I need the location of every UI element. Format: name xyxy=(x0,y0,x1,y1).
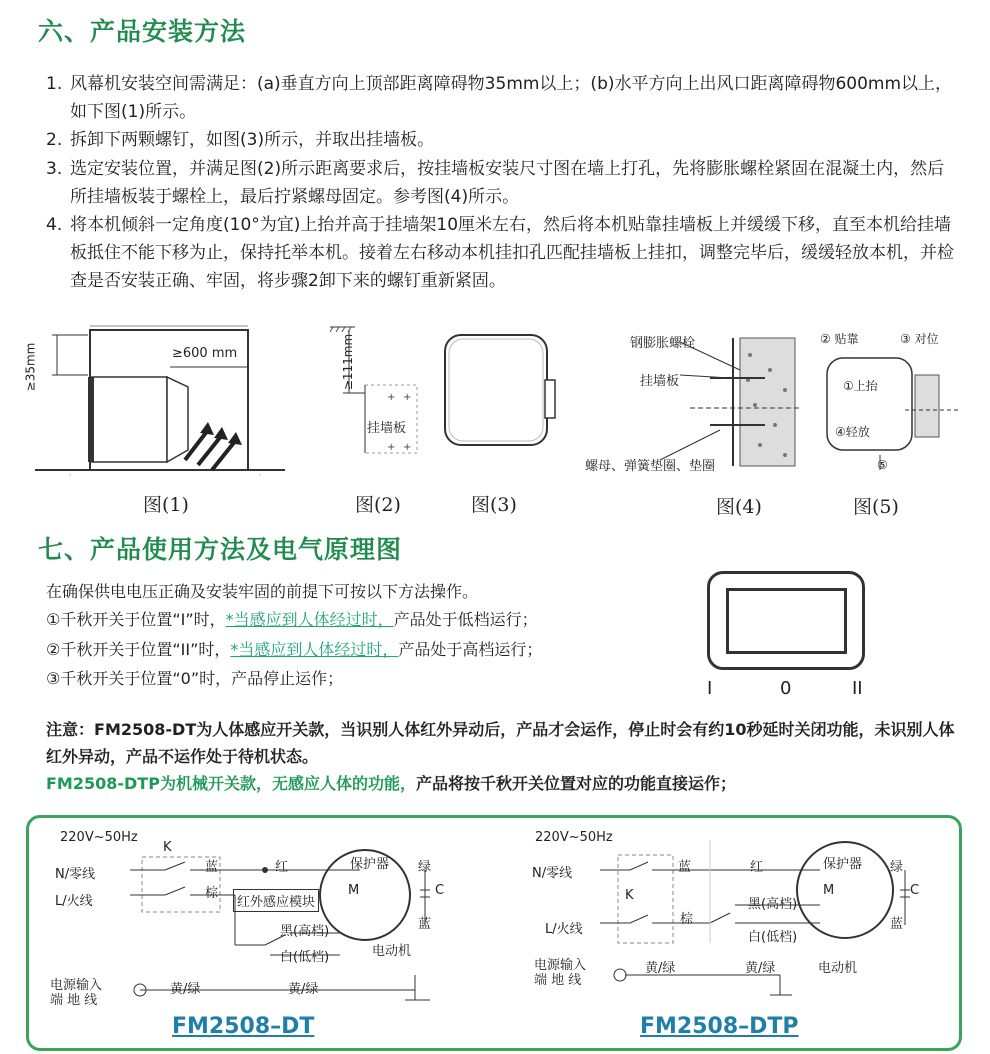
dtp-wire-brown: 棕 xyxy=(680,912,694,927)
figure-5-hanging-steps xyxy=(815,330,965,475)
svg-text:+: + xyxy=(387,442,396,453)
dt-motor-label: 电动机 xyxy=(372,944,412,959)
usage-highlight: *当感应到人体经过时， xyxy=(225,610,394,629)
dtp-wire-yg2: 黄/绿 xyxy=(745,961,776,976)
dtp-live: L/火线 xyxy=(545,922,583,937)
note-dt-model: FM2508-DT为人体感应开关款， xyxy=(94,720,341,739)
switch-label-off: 0 xyxy=(780,678,792,699)
dt-wire-yg2: 黄/绿 xyxy=(288,982,319,997)
figure-3-unit xyxy=(435,325,560,455)
dt-wire-black: 黑(高档) xyxy=(280,924,330,939)
fig2-caption: 图(2) xyxy=(355,494,401,516)
usage-item-2 xyxy=(46,636,542,664)
svg-text:+: + xyxy=(403,392,412,403)
step-number: 2. xyxy=(46,130,63,150)
fig4-nut-label: 螺母、弹簧垫圈、垫圈 xyxy=(585,459,716,474)
usage-text: ①千秋开关于位置“I”时， xyxy=(46,610,226,629)
fig5-step4: ④轻放 xyxy=(835,425,870,439)
section-6-title: 六、产品安装方法 xyxy=(38,17,247,46)
dtp-wire-blue: 蓝 xyxy=(678,860,692,875)
step-number: 1. xyxy=(46,74,63,94)
dt-wire-white: 白(低档) xyxy=(280,950,330,965)
fig1-top-gap: ≥35mm xyxy=(23,342,38,392)
fig4-bolt-label: 钢膨胀螺栓 xyxy=(630,336,696,351)
dt-model-label: FM2508–DT xyxy=(172,1014,315,1039)
step-number: 3. xyxy=(46,159,63,179)
dt-wire-yg1: 黄/绿 xyxy=(170,982,201,997)
circuit-dtp-wiring xyxy=(530,825,940,1015)
dtp-motor-label: 电动机 xyxy=(818,961,858,976)
fig5-step5: ⑤ xyxy=(877,458,888,472)
fig5-step1: ①上抬 xyxy=(843,379,878,393)
rocker-switch xyxy=(707,571,865,670)
switch-label-low: I xyxy=(707,678,713,699)
usage-text: ②千秋开关于位置“II”时， xyxy=(46,640,231,659)
usage-text: ③千秋开关于位置“0”时，产品停止运作； xyxy=(46,669,344,688)
usage-item-3 xyxy=(46,665,343,693)
fig1-side-gap: ≥600 mm xyxy=(172,346,238,361)
dt-wire-red: 红 xyxy=(275,860,289,875)
usage-text: 产品处于高档运行； xyxy=(398,640,543,659)
dtp-wire-blue2: 蓝 xyxy=(890,917,904,932)
dtp-wire-black: 黑(高档) xyxy=(748,897,798,912)
step-4 xyxy=(46,211,956,295)
usage-intro: 在确保供电电压正确及安装牢固的前提下可按以下方法操作。 xyxy=(46,582,479,601)
usage-text: 产品处于低档运行； xyxy=(393,610,538,629)
dtp-capacitor-c: C xyxy=(910,883,920,898)
dt-motor-m: M xyxy=(348,883,360,898)
svg-text:+: + xyxy=(403,442,412,453)
note-dtp-text: 产品将按千秋开关位置对应的功能直接运作； xyxy=(415,774,736,793)
dt-wire-blue: 蓝 xyxy=(205,860,219,875)
step-text: 将本机倾斜一定角度(10°为宜)上抬并高于挂墙架10厘米左右，然后将本机贴靠挂墙板上并缓缓下移，直至本机给挂墙板抵住不能下移为止，保持托举本机。接着左右移动本机挂扣孔匹配挂墙板上挂扣，调整完毕后，缓缓轻放本机，并检查是否安装正确、牢固，将步骤2卸下来的螺钉重新紧固。 xyxy=(70,215,954,291)
dt-wire-brown: 棕 xyxy=(205,886,219,901)
section-7-title: 七、产品使用方法及电气原理图 xyxy=(38,535,403,564)
dt-neutral: N/零线 xyxy=(55,867,96,882)
figure-1-clearance xyxy=(30,325,290,480)
dtp-model-label: FM2508–DTP xyxy=(640,1014,799,1039)
note-dt xyxy=(46,716,956,770)
dt-voltage: 220V~50Hz xyxy=(60,830,138,845)
dtp-voltage: 220V~50Hz xyxy=(535,830,613,845)
fig1-caption: 图(1) xyxy=(143,494,189,516)
note-dtp-model: FM2508-DTP为机械开关款，无感应人体的功能， xyxy=(46,774,416,793)
note-dtp xyxy=(46,770,956,797)
step-2 xyxy=(46,126,956,154)
fig5-step3: ③ 对位 xyxy=(900,332,939,346)
fig4-plate-label: 挂墙板 xyxy=(640,374,680,389)
fig4-caption: 图(4) xyxy=(716,496,762,518)
step-text: 选定安装位置，并满足图(2)所示距离要求后，按挂墙板安装尺寸图在墙上打孔，先将膨胀螺栓紧固在混凝土内，然后所挂墙板装于螺栓上，最后拧紧螺母固定。参考图(4)所示。 xyxy=(70,159,945,207)
step-text: 风幕机安装空间需满足：(a)垂直方向上顶部距离障碍物35mm以上；(b)水平方向上出风口距离障碍物600mm以上，如下图(1)所示。 xyxy=(70,74,953,122)
dt-sensor-module: 红外感应模块 xyxy=(233,889,319,912)
dtp-wire-red: 红 xyxy=(750,860,764,875)
fig3-caption: 图(3) xyxy=(471,494,517,516)
usage-item-1 xyxy=(46,606,538,634)
usage-highlight: *当感应到人体经过时， xyxy=(230,640,399,659)
svg-text:+: + xyxy=(387,392,396,403)
dt-wire-blue2: 蓝 xyxy=(418,917,432,932)
switch-window xyxy=(726,588,847,654)
dt-protector: 保护器 xyxy=(350,857,390,872)
step-number: 4. xyxy=(46,215,63,235)
fig2-dimension: ≥111mm xyxy=(341,333,356,391)
dtp-wire-white: 白(低档) xyxy=(748,930,798,945)
step-text: 拆卸下两颗螺钉，如图(3)所示，并取出挂墙板。 xyxy=(70,130,435,150)
switch-label-high: II xyxy=(852,678,863,699)
note-dt-text: 当识别人体红外异动后，产品才会运作，停止时会有约10秒延时关闭功能，未识别人体红外异动，产品不运作处于待机状态。 xyxy=(46,720,955,766)
dt-live: L/火线 xyxy=(55,894,93,909)
dt-capacitor-c: C xyxy=(435,883,445,898)
figure-4-bolts xyxy=(600,330,800,470)
dtp-wire-green: 绿 xyxy=(890,860,904,875)
dtp-neutral: N/零线 xyxy=(532,866,573,881)
dtp-wire-yg1: 黄/绿 xyxy=(645,961,676,976)
dtp-switch-k: K xyxy=(625,888,634,903)
dtp-motor-m: M xyxy=(823,883,835,898)
dt-switch-k: K xyxy=(163,840,172,855)
dtp-protector: 保护器 xyxy=(823,857,863,872)
fig5-caption: 图(5) xyxy=(853,496,899,518)
dt-wire-green: 绿 xyxy=(418,860,432,875)
step-3 xyxy=(46,155,956,211)
step-1 xyxy=(46,70,956,126)
dtp-ground-label: 电源输入 端 地 线 xyxy=(534,958,587,988)
fig2-plate-label: 挂墙板 xyxy=(367,421,407,436)
fig5-step2: ② 贴靠 xyxy=(820,332,859,346)
note-label: 注意： xyxy=(46,720,95,739)
dt-ground-label: 电源输入 端 地 线 xyxy=(50,978,103,1008)
